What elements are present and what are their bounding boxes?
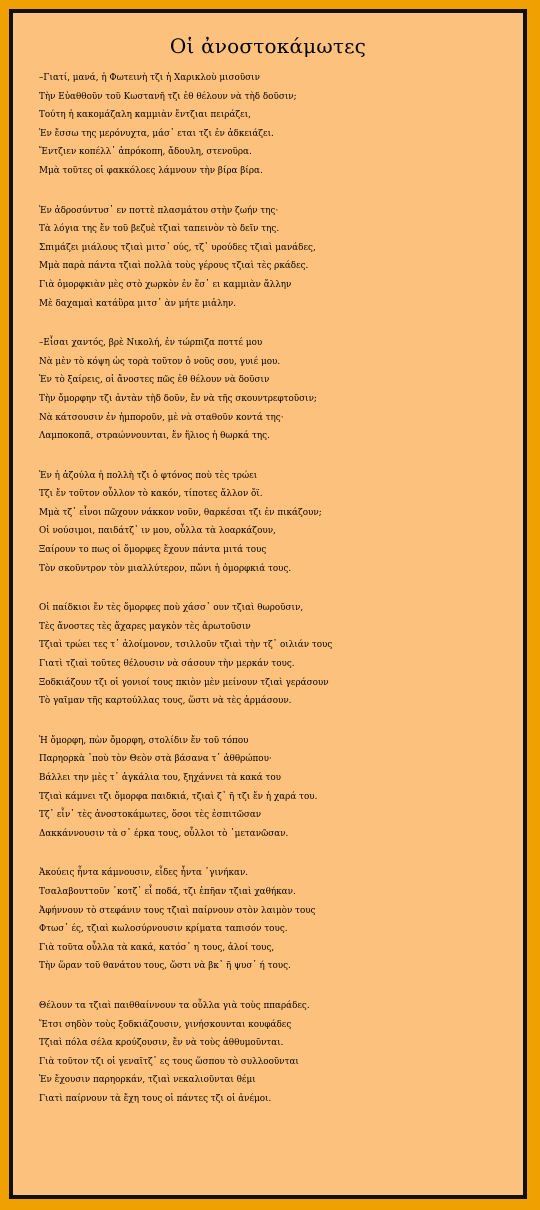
poem-line: Τσαλαβουττοῦν ᾿κοτζ᾿ εἶ ποδά, τζι ἐπῆαν τζιαὶ χαθήκαν. [39, 886, 296, 897]
poem-body [39, 69, 517, 1130]
poem-line: Βάλλει την μὲς τ᾿ ἀγκάλια του, ξηχάννει τὰ κακά του [39, 773, 282, 783]
poem-line: Τὴν ὄμορφην τζι ἀντὰν τὴδ δοῦν, ἔν νὰ τῆς σκουντρεφτοῦσιν; [39, 393, 317, 404]
poem-line: Τὲς ἄνοστες τὲς ἄχαρες μαγκὸν τὲς ἀρωτοῦσιν [39, 621, 251, 632]
poem-line: Ξοδκιάζουν τζι οἱ γονιοί τους πκιὸν μὲν μείνουν τζιαὶ γεράσουν [39, 677, 329, 688]
poem-line: Γιατὶ τζιαὶ τοῦτες θέλουσιν νὰ σάσουν τὴν μερκάν τους. [39, 659, 295, 670]
stanza-6 [39, 732, 517, 844]
poem-line: Ἔντζιεν κοπέλλ᾿ ἀπρόκοπη, ἄδουλη, στενοῦρα. [39, 147, 252, 158]
poem-line: Ἐν ἡ ἀζούλα ἡ πολλὴ τζι ὁ φτόνος ποὺ τὲς τρώει [39, 470, 258, 481]
poem-line: Μμὰ παρὰ πάντα τζιαὶ πολλὰ τοὺς γέρους τζιαὶ τὲς ρκάδες. [39, 261, 309, 272]
poem-line: Μμὰ τοῦτες οἱ φακκόλοες λάμνουν τὴν βίρα βίρα. [39, 165, 263, 176]
poem-line: Τζιαὶ πόλα σέλα κρούζουσιν, ἔν νὰ τοὺς ἀθθυμοῦνται. [39, 1038, 284, 1049]
poem-line: Τὸ γαῖμαν τῆς καρτούλλας τους, ὥστι νὰ τὲς ἁρμάσουν. [39, 696, 292, 707]
stanza-2 [39, 202, 517, 314]
poem-line: Δακκάννουσιν τὰ σ᾿ έρκα τους, οὗλλοι τὸ ᾿μετανῶσαν. [39, 828, 289, 839]
poem-line: Ἐν τὸ ξαίρεις, οἱ ἄνοστες πῶς ἐθ θέλουν νὰ δοῦσιν [39, 375, 270, 386]
poem-line: Λαμποκοπᾶ, στραώννουνται, ἔν ἥλιος ἡ θωρκά της. [39, 431, 270, 442]
poem-line: Τζιαὶ κάμνει τζι ὄμορφα παιδκιά, τζιαὶ ζ᾿ ῆ τζι ἔν ἡ χαρά του. [39, 791, 318, 802]
poem-line: Παρηορκὰ ᾿ποὺ τὸν Θεὸν στὰ βάσανα τ᾿ ἀθθρώπου· [39, 754, 272, 765]
poem-line: Τὸν σκοῦντρον τὸν μιαλλύτερον, πὤνι ἡ ὀμορφκιά τους. [39, 563, 292, 574]
poem-line: Οἱ νούσιμοι, παιδάτζ᾿ ιν μου, οὗλλα τὰ λοαρκάζουν, [39, 526, 276, 537]
stanza-4 [39, 467, 517, 579]
stanza-8 [39, 997, 517, 1109]
poem-line: Ἡ ὄμορφη, πὼν ὄμορφη, στολίδιν ἔν τοῦ τόπου [39, 735, 249, 746]
stanza-5 [39, 599, 517, 711]
poem-line: Οἱ παίδκιοι ἔν τὲς ὄμορφες ποὺ χάσσ᾿ ουν τζιαὶ θωροῦσιν, [39, 603, 304, 614]
poem-line: Ξαίρουν το πως οἱ ὄμορφες ἔχουν πάντα μιτά τους [39, 545, 267, 556]
poem-line: –Γιατί, μανά, ἡ Φωτεινὴ τζι ἡ Χαρικλοὺ μισοῦσιν [39, 73, 260, 83]
poem-page [13, 13, 523, 1195]
stanza-1 [39, 69, 517, 181]
poem-line: Ἀκούεις ἦντα κάμνουσιν, εἶδες ἦντα ᾿γινήκαν. [39, 868, 249, 879]
poem-line: Τούτη ἡ κακομάζαλη καμμιὰν ἔντζιαι πειράζει, [39, 110, 251, 121]
poem-line: Ἔτσι σηδὸν τοὺς ξοδκιάζουσιν, γινήσκουνται κουφάδες [39, 1019, 292, 1030]
stanza-3 [39, 334, 517, 446]
poem-line: Τζιαὶ τρώει τες τ᾿ ἀλοίμονον, τσιλλοῦν τζιαὶ τὴν τζ᾿ οιλιάν τους [39, 640, 333, 651]
poem-line: –Εἶσαι χαντός, βρὲ Νικολή, ἐν τώρπιζα ποττέ μου [39, 338, 263, 349]
poem-line: Τὴν Εὐαθθοῦν τοῦ Κωστανῆ τζι ἐθ θέλουν νὰ τὴδ δοῦσιν; [39, 91, 297, 102]
poem-line: Θέλουν τα τζιαὶ παιθθαίννουν τα οὗλλα γιὰ τοὺς ππαράδες. [39, 1000, 310, 1011]
poem-line: Γιὰ τοῦτον τζι οἱ γεναῖτζ᾿ ες τους ὥσπου τὸ συλλοοῦνται [39, 1056, 299, 1067]
poem-line: Τὴν ὥραν τοῦ θανάτου τους, ὥστι νὰ βκ᾿ ῆ ψυσ᾿ ή τους. [39, 961, 291, 972]
poem-line: Ἐν ἔχουσιν παρηορκάν, τζιαὶ νεκαλιοῦνται θέμι [39, 1075, 256, 1086]
poem-line: Ἐν ἀδροσύντυσ᾿ εν ποττὲ πλασμάτου στὴν ζωήν της· [39, 205, 279, 216]
poem-line: Τζ᾿ εἶν᾿ τὲς ἀνοστοκάμωτες, ὅσοι τὲς ἐσπιτῶσαν [39, 810, 262, 821]
poem-line: Σπιμάζει μιάλους τζιαὶ μιτσ᾿ ούς, τζ᾿ υρούδες τζιαὶ μανάδες, [39, 242, 316, 253]
poem-line: Γιατὶ παίρνουν τὰ ἔχη τους οἱ πάντες τζι οἱ ἀνέμοι. [39, 1093, 272, 1104]
poem-line: Μμὰ τζ᾿ εἶνοι πῶχουν νάκκον νοῦν, θαρκέσαι τζι ἐν πικάζουν; [39, 507, 322, 518]
poem-title: Οἱ ἀνοστοκάμωτες [169, 34, 367, 58]
stanza-7 [39, 864, 517, 976]
poem-line: Τζι ἔν τοῦτον οὗλλον τὸ κακόν, τίποτες ἄλλον ὄϊ. [39, 489, 263, 500]
poem-line: Γιὰ ὀμορφκιὰν μὲς στὸ χωρκὸν ἐν ἔσ᾿ ει καμμιὰν ἄλλην [39, 279, 292, 290]
poem-line: Νὰ μὲν τὸ κόψη ὡς τορὰ τοῦτον ὁ νοῦς σου, γυιέ μου. [39, 356, 281, 367]
poem-line: Ἐν ἔσσω της μερόνυχτα, μάσ᾿ εται τζι ἐν ἀδκειάζει. [39, 128, 274, 139]
poem-line: Νὰ κάτσουσιν ἐν ἠμποροῦν, μὲ νὰ σταθοῦν κοντά της· [39, 412, 284, 423]
poem-line: Τὰ λόγια της ἔν τοῦ βεζυὲ τζιαὶ ταπεινὸν τὸ δεῖν της. [39, 224, 280, 235]
poem-line: Γιὰ τοῦτα οὗλλα τὰ κακά, κατόσ᾿ η τους, ἀλοί τους, [39, 942, 275, 953]
poem-line: Ἀφήννουν τὸ στεφάνιν τους τζιαὶ παίρνουν στὸν λαιμὸν τους [39, 905, 316, 916]
poem-line: Φτωσ᾿ ές, τζιαὶ κωλοσύρνουσιν κρίματα ταπισόν τους. [39, 924, 288, 935]
poem-line: Μὲ δαχαμαὶ κατάὒρα μιτσ᾿ ὰν μήτε μιἀλην. [39, 298, 237, 309]
